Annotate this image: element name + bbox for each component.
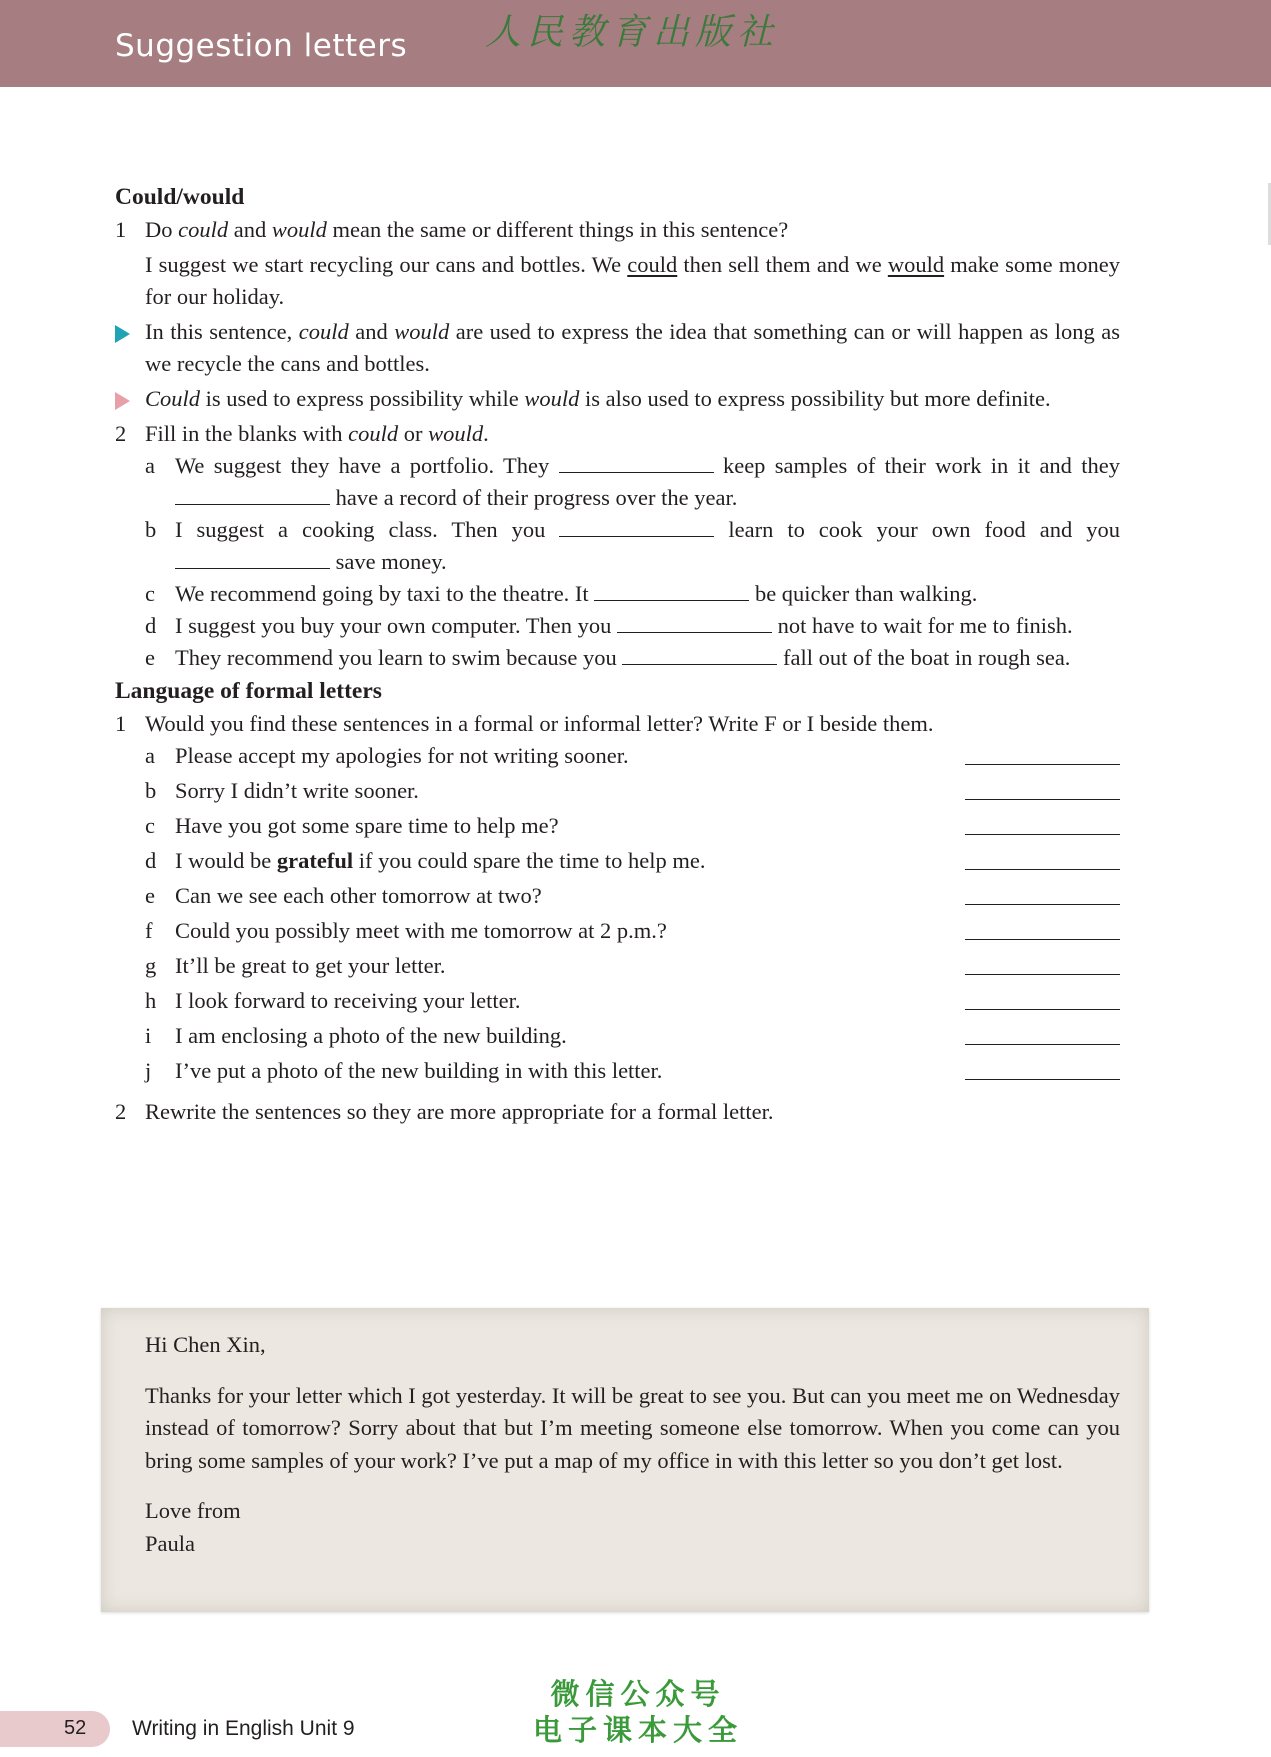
option-text: is also used to express possibility but more definite. — [579, 386, 1051, 411]
formal-item-h — [115, 985, 1120, 1020]
item-text: Sorry I didn’t write sooner. — [175, 778, 419, 803]
item-letter: d — [145, 848, 157, 873]
question-text: . — [483, 421, 489, 446]
item-text: be quicker than walking. — [749, 581, 978, 606]
item-text: They recommend you learn to swim because you — [175, 645, 623, 670]
item-text: I suggest you buy your own computer. Then you — [175, 613, 618, 638]
answer-blank[interactable] — [965, 1055, 1120, 1080]
question-number: 1 — [115, 217, 127, 242]
formal-item-e — [115, 880, 1120, 915]
fill-item-a — [115, 450, 1120, 514]
fill-item-e — [115, 642, 1120, 674]
word-would: would — [524, 386, 580, 411]
fill-blank[interactable] — [559, 516, 714, 537]
item-text: have a record of their progress over the year. — [330, 485, 738, 510]
example-text: make some money for our holiday. — [145, 252, 1120, 309]
fill-item-b — [115, 514, 1120, 578]
item-text: keep samples of their work in it and they — [713, 453, 1121, 478]
question-number: 2 — [115, 1099, 127, 1124]
option-text: In this sentence, — [145, 319, 299, 344]
example-text: I suggest we start recycling our cans and bottles. We — [145, 252, 628, 277]
word-could: Could — [145, 386, 201, 411]
teal-arrow-icon — [115, 325, 130, 343]
letter-signature: Paula — [145, 1530, 195, 1556]
formal-item-b — [115, 775, 1120, 810]
item-text: I’ve put a photo of the new building in with this letter. — [175, 1058, 663, 1083]
item-letter: e — [145, 645, 155, 670]
answer-option-1[interactable] — [115, 316, 1120, 380]
item-letter: j — [145, 1058, 152, 1083]
answer-blank[interactable] — [965, 880, 1120, 905]
option-text: are used to express the idea that something can or will happen as long as we recycle the cans and bottles. — [145, 319, 1120, 376]
formal-letters-heading: Language of formal letters — [115, 678, 382, 704]
word-would: would — [271, 217, 327, 242]
word-could: could — [298, 319, 349, 344]
answer-blank[interactable] — [965, 1020, 1120, 1045]
question-number: 2 — [115, 421, 127, 446]
publisher-logo: 人民教育出版社 — [485, 12, 780, 53]
watermark — [528, 1676, 748, 1748]
fill-blank[interactable] — [594, 580, 749, 601]
fill-blank[interactable] — [622, 644, 777, 665]
option-text: and — [348, 319, 395, 344]
answer-blank[interactable] — [965, 810, 1120, 835]
item-letter: i — [145, 1023, 152, 1048]
footer-unit-label: Writing in English Unit 9 — [132, 1717, 355, 1740]
page-number: 52 — [64, 1717, 87, 1739]
item-letter: a — [145, 453, 155, 478]
formal-item-a — [115, 740, 1120, 775]
formal-question-2 — [115, 1096, 1120, 1128]
item-letter: e — [145, 883, 155, 908]
page-header-bar — [0, 0, 1271, 87]
answer-blank[interactable] — [965, 775, 1120, 800]
formal-item-d — [115, 845, 1120, 880]
formal-item-g — [115, 950, 1120, 985]
answer-blank[interactable] — [965, 985, 1120, 1010]
formal-item-i — [115, 1020, 1120, 1055]
question-text: Do — [145, 217, 179, 242]
fill-item-d — [115, 610, 1120, 642]
formal-question-1 — [115, 708, 1120, 740]
word-could: could — [348, 421, 399, 446]
answer-option-2[interactable] — [115, 383, 1120, 415]
example-text: then sell them and we — [677, 252, 888, 277]
item-text: We suggest they have a portfolio. They — [175, 453, 559, 478]
item-text: I look forward to receiving your letter. — [175, 988, 521, 1013]
item-text: not have to wait for me to finish. — [772, 613, 1073, 638]
question-text: Rewrite the sentences so they are more appropriate for a formal letter. — [145, 1099, 774, 1124]
formal-item-f — [115, 915, 1120, 950]
watermark-line-1: 微信公众号 — [550, 1677, 726, 1711]
underlined-would: would — [887, 252, 945, 277]
word-could: could — [178, 217, 229, 242]
answer-blank[interactable] — [965, 740, 1120, 765]
fill-blank[interactable] — [175, 548, 330, 569]
question-text: and — [228, 217, 272, 242]
item-letter: f — [145, 918, 153, 943]
item-text: Can we see each other tomorrow at two? — [175, 883, 542, 908]
item-text: Could you possibly meet with me tomorrow at 2 p.m.? — [175, 918, 667, 943]
item-letter: c — [145, 813, 155, 838]
answer-blank[interactable] — [965, 915, 1120, 940]
fill-blank[interactable] — [175, 484, 330, 505]
underlined-could: could — [627, 252, 678, 277]
fill-blank[interactable] — [559, 452, 714, 473]
item-text: I suggest a cooking class. Then you — [175, 517, 560, 542]
item-text: We recommend going by taxi to the theatre. It — [175, 581, 595, 606]
item-text: learn to cook your own food and you — [714, 517, 1120, 542]
item-letter: d — [145, 613, 157, 638]
answer-blank[interactable] — [965, 950, 1120, 975]
word-would: would — [428, 421, 484, 446]
item-letter: a — [145, 743, 155, 768]
watermark-line-2: 电子课本大全 — [532, 1713, 743, 1747]
item-text: if you could spare the time to help me. — [353, 848, 706, 873]
bold-word-grateful: grateful — [276, 848, 354, 873]
fill-item-c — [115, 578, 1120, 610]
word-would: would — [394, 319, 450, 344]
question-1 — [115, 214, 1120, 246]
item-text: save money. — [330, 549, 447, 574]
page-number-tab — [0, 1711, 110, 1747]
item-letter: c — [145, 581, 155, 606]
option-text: is used to express possibility while — [200, 386, 525, 411]
pink-arrow-icon — [115, 392, 130, 410]
item-text: I would be — [175, 848, 277, 873]
exercise-content — [115, 180, 1120, 1128]
question-2 — [115, 418, 1120, 450]
could-would-heading: Could/would — [115, 184, 245, 210]
letter-greeting: Hi Chen Xin, — [145, 1332, 266, 1357]
item-text: I am enclosing a photo of the new building. — [175, 1023, 567, 1048]
question-number: 1 — [115, 711, 127, 736]
example-sentence — [115, 249, 1120, 313]
item-letter: b — [145, 778, 157, 803]
item-text: Have you got some spare time to help me? — [175, 813, 559, 838]
letter-body: Thanks for your letter which I got yesterday. It will be great to see you. But can you meet me on Wednesday instead of tomorrow? Sorry about that but I’m meeting someone else tomorrow. When you come can you bring some samples of your work? I’ve put a map of my office in with this letter so you don’t get lost. — [145, 1382, 1120, 1473]
formal-item-c — [115, 810, 1120, 845]
letter-closing: Love from — [145, 1498, 241, 1523]
formal-item-j — [115, 1055, 1120, 1090]
item-letter: b — [145, 517, 157, 542]
item-letter: h — [145, 988, 157, 1013]
question-text: Fill in the blanks with — [145, 421, 349, 446]
question-text: mean the same or different things in this sentence? — [326, 217, 789, 242]
item-text: It’ll be great to get your letter. — [175, 953, 446, 978]
item-text: fall out of the boat in rough sea. — [777, 645, 1071, 670]
answer-blank[interactable] — [965, 845, 1120, 870]
question-text: or — [398, 421, 429, 446]
question-text: Would you find these sentences in a formal or informal letter? Write F or I beside them. — [145, 711, 934, 736]
fill-blank[interactable] — [617, 612, 772, 633]
sample-letter — [145, 1329, 1120, 1560]
item-letter: g — [145, 953, 157, 978]
section-title: Suggestion letters — [115, 28, 408, 64]
item-text: Please accept my apologies for not writing sooner. — [175, 743, 629, 768]
